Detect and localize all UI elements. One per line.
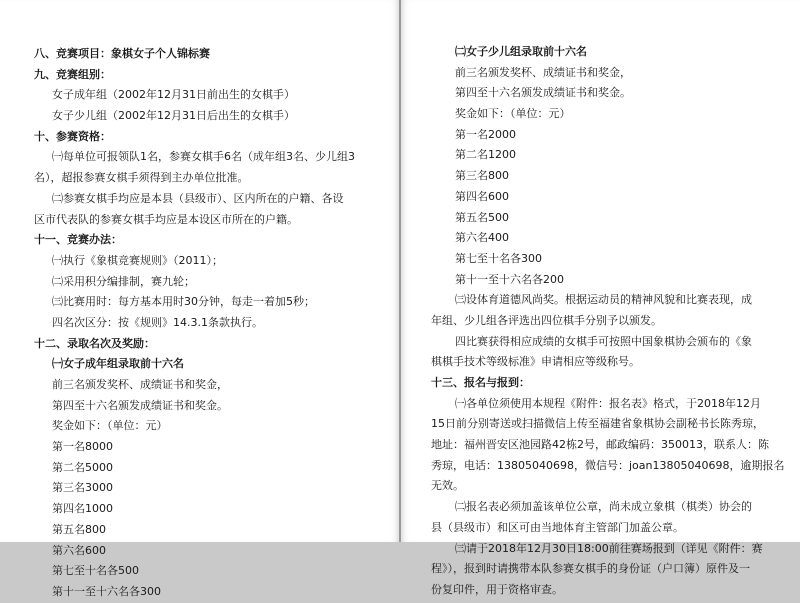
text-line: 县（县级市）和区可由当地体育主管部门加盖公章。 <box>431 520 684 534</box>
subsection-heading: ㈠女子成年组录取前十六名 <box>52 357 184 371</box>
text-line: 第七至十名各500 <box>52 564 139 578</box>
text-line: 第六名600 <box>52 543 106 557</box>
text-line: 棋棋手技术等级标准》申请相应等级称号。 <box>431 355 640 369</box>
section-heading: 十、参赛资格： <box>34 129 111 143</box>
text-line: 秀琼，电话：13805040698，微信号：joan13805040698，逾期报名 <box>431 458 785 472</box>
text-line: 第二名1200 <box>455 148 516 162</box>
text-line: ㈠执行《象棋竞赛规则》（2011）； <box>52 253 223 267</box>
left-page <box>0 0 399 598</box>
text-line: 四名次区分：按《规则》14.3.1条款执行。 <box>52 315 263 329</box>
section-heading: 十二、录取名次及奖励： <box>34 336 155 350</box>
text-line: 第十一至十六名各200 <box>455 272 564 286</box>
text-line: 第四名1000 <box>52 502 113 516</box>
text-line: 第七至十名各300 <box>455 251 542 265</box>
text-line: ㈡采用积分编排制，赛九轮； <box>52 274 195 288</box>
text-line: 前三名颁发奖杯、成绩证书和奖金， <box>52 378 228 391</box>
text-line: ㈢设体育道德风尚奖。根据运动员的精神风貌和比赛表现，成 <box>455 293 752 307</box>
text-line: 女子成年组（2002年12月31日前出生的女棋手） <box>52 88 295 102</box>
text-line: 第三名800 <box>455 169 509 183</box>
left-page-text <box>34 44 374 603</box>
text-line: 第一名2000 <box>455 127 516 141</box>
text-line: 第五名500 <box>455 210 509 224</box>
text-line: 地址：福州晋安区池园路42栋2号，邮政编码：350013，联系人：陈 <box>431 438 769 452</box>
text-line: ㈠各单位须使用本规程《附件：报名表》格式，于2018年12月 <box>455 396 761 410</box>
text-line: 名），超报参赛女棋手须得到主办单位批准。 <box>34 171 249 185</box>
text-line: 第一名8000 <box>52 440 113 454</box>
section-heading: 十一、竞赛办法： <box>34 233 122 247</box>
text-line: 年组、少儿组各评选出四位棋手分别予以颁发。 <box>431 313 662 327</box>
section-heading: 八、竞赛项目：象棋女子个人锦标赛 <box>34 47 210 60</box>
text-line: 程》），报到时请携带本队参赛女棋手的身份证（户口簿）原件及一 <box>431 562 750 576</box>
text-line: ㈠每单位可报领队1名，参赛女棋手6名（成年组3名、少儿组3 <box>52 150 355 164</box>
text-line: 第四名600 <box>455 189 509 203</box>
text-line: ㈡报名表必须加盖该单位公章，尚未成立象棋（棋类）协会的 <box>455 500 752 514</box>
text-line: ㈡参赛女棋手均应是本县（县级市）、区内所在的户籍、各设 <box>52 191 344 205</box>
text-line: 四比赛获得相应成绩的女棋手可按照中国象棋协会颁布的《象 <box>455 334 752 348</box>
text-line: 15日前分别寄送或扫描微信上传至福建省象棋协会副秘书长陈秀琼， <box>431 417 764 431</box>
text-line: ㈢比赛用时：每方基本用时30分钟，每走一着加5秒； <box>52 295 315 309</box>
text-line: 第四至十六名颁发成绩证书和奖金。 <box>52 398 228 412</box>
right-page <box>401 0 800 596</box>
section-heading: 十三、报名与报到： <box>431 376 530 389</box>
text-line: 奖金如下：（单位：元） <box>52 419 168 433</box>
right-page-text <box>431 42 785 601</box>
subsection-heading: ㈡女子少儿组录取前十六名 <box>455 45 587 58</box>
text-line: 第十一至十六名各300 <box>52 584 161 598</box>
text-line: ㈢请于2018年12月30日18:00前往赛场报到（详见《附件：赛 <box>455 541 763 555</box>
text-line: 第四至十六名颁发成绩证书和奖金。 <box>455 86 631 100</box>
text-line: 第六名400 <box>455 231 509 245</box>
text-line: 区市代表队的参赛女棋手均应是本设区市所在的户籍。 <box>34 212 298 226</box>
text-line: 第三名3000 <box>52 481 113 495</box>
section-heading: 九、竞赛组别： <box>34 67 111 81</box>
text-line: 奖金如下：（单位：元） <box>455 107 571 121</box>
text-line: 第二名5000 <box>52 460 113 474</box>
text-line: 女子少儿组（2002年12月31日后出生的女棋手） <box>52 109 295 123</box>
text-line: 前三名颁发奖杯、成绩证书和奖金， <box>455 65 631 79</box>
text-line: 无效。 <box>431 479 464 493</box>
text-line: 份复印件，用于资格审查。 <box>431 582 563 596</box>
text-line: 第五名800 <box>52 522 106 536</box>
